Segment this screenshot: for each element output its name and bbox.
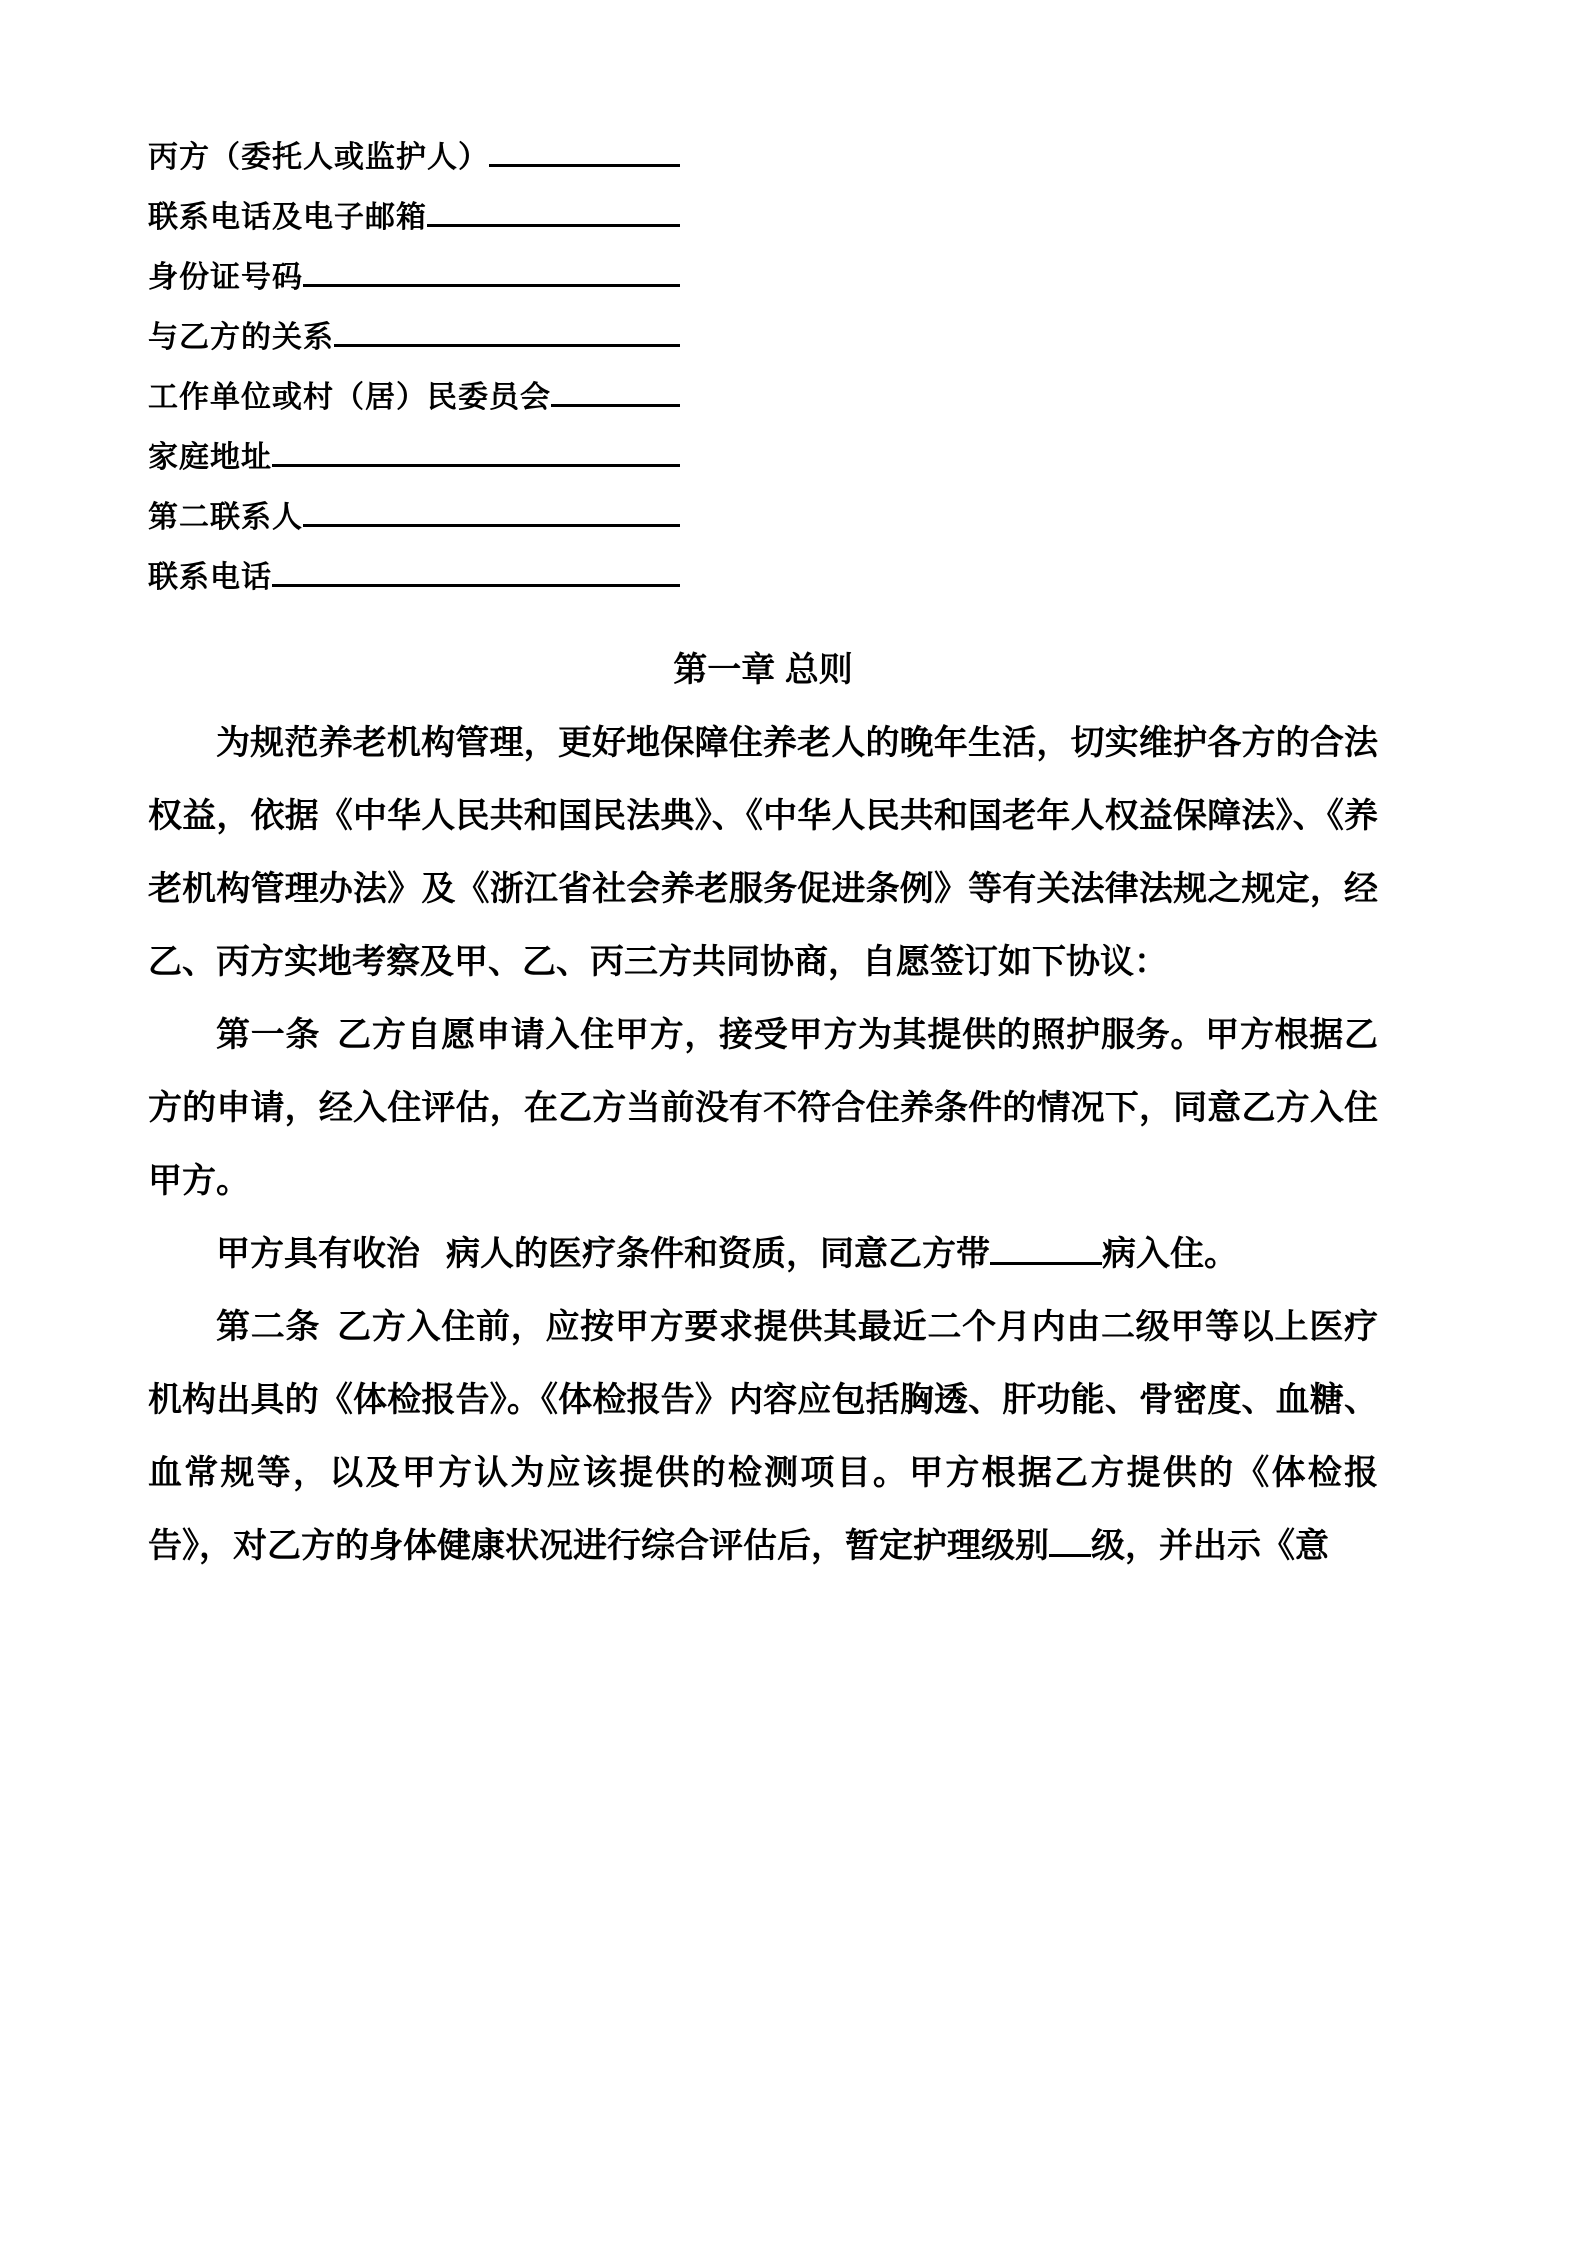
admission-text-2: 病人的医疗条件和资质，同意乙方带 [446, 1235, 990, 1273]
fill-in-line [489, 162, 680, 167]
article-2-paragraph [148, 1291, 1378, 1583]
fill-in-line [303, 282, 680, 287]
article-2-text-2: 级，并出示《意 [1091, 1527, 1329, 1565]
fill-in-line [272, 582, 680, 587]
fill-in-blank-disease [990, 1260, 1102, 1265]
admission-text-1: 甲方具有收治 [216, 1235, 420, 1273]
admission-text-3: 病入住。 [1102, 1235, 1238, 1273]
article-2-number: 第二条 [216, 1308, 321, 1346]
form-field-label: 工作单位或村（居）民委员会 [148, 381, 551, 414]
article-2-text-1: 乙方入住前，应按甲方要求提供其最近二个月内由二级甲等以上医疗机构出具的《体检报告》。《体检报告》内容应包括胸透、肝功能、骨密度、血糖、血常规等，以及甲方认为应该提供的检测项目。甲方根据乙方提供的《体检报告》，对乙方的身体健康状况进行综合评估后，暂定护理级别 [148, 1308, 1378, 1565]
form-field-label: 家庭地址 [148, 441, 272, 474]
form-field-row-home-address [148, 428, 680, 488]
article-1-number: 第一条 [216, 1016, 321, 1054]
fill-in-blank-care-level [1049, 1552, 1091, 1557]
fill-in-line [272, 462, 680, 467]
intro-paragraph: 为规范养老机构管理，更好地保障住养老人的晚年生活，切实维护各方的合法权益，依据《中华人民共和国民法典》、《中华人民共和国老年人权益保障法》、《养老机构管理办法》及《浙江省社会养老服务促进条例》等有关法律法规之规定，经乙、丙方实地考察及甲、乙、丙三方共同协商，自愿签订如下协议： [148, 724, 1378, 981]
fill-in-line [551, 402, 680, 407]
form-field-row-work-unit [148, 368, 680, 428]
article-1-paragraph [148, 999, 1378, 1218]
form-field-row-second-contact [148, 488, 680, 548]
fill-in-line [334, 342, 680, 347]
form-field-label: 身份证号码 [148, 261, 303, 294]
form-field-row-relationship [148, 308, 680, 368]
fill-in-line [427, 222, 680, 227]
admission-clause-paragraph [148, 1218, 1378, 1291]
form-field-label: 丙方（委托人或监护人） [148, 141, 489, 174]
fill-in-line [303, 522, 680, 527]
form-field-row-id-number [148, 248, 680, 308]
chapter-heading: 第一章 总则 [673, 651, 853, 689]
contact-info-form-section [148, 128, 1378, 608]
form-field-label: 联系电话及电子邮箱 [148, 201, 427, 234]
form-field-label: 联系电话 [148, 561, 272, 594]
form-field-label: 第二联系人 [148, 501, 303, 534]
article-1-text: 乙方自愿申请入住甲方，接受甲方为其提供的照护服务。甲方根据乙方的申请，经入住评估，在乙方当前没有不符合住养条件的情况下，同意乙方入住甲方。 [148, 1016, 1378, 1200]
form-field-row-contact-phone [148, 548, 680, 608]
form-field-label: 与乙方的关系 [148, 321, 334, 354]
form-field-row-phone-email [148, 188, 680, 248]
form-field-row-party-c [148, 128, 680, 188]
